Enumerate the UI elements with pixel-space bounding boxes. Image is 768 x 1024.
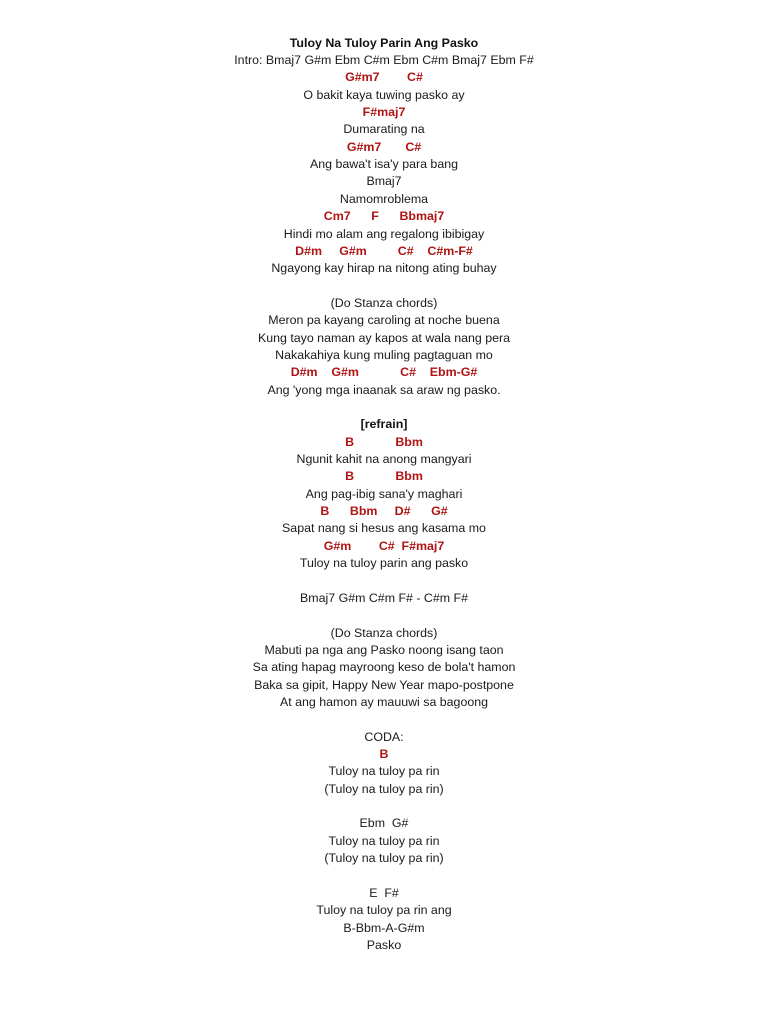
- lyric-line: (Do Stanza chords): [330, 625, 438, 640]
- lyric-line: (Do Stanza chords): [330, 295, 438, 310]
- blank-line: [0, 573, 768, 590]
- lyric-line: Tuloy na tuloy pa rin: [328, 833, 440, 848]
- lyric-line: Bmaj7 G#m C#m F# - C#m F#: [300, 590, 468, 605]
- lyric-line: Ang pag-ibig sana'y maghari: [305, 486, 463, 501]
- lyric-line: Sapat nang si hesus ang kasama mo: [282, 521, 486, 536]
- lyric-line: Bmaj7: [366, 174, 402, 189]
- blank-line: [0, 399, 768, 416]
- lyric-line: Hindi mo alam ang regalong ibibigay: [283, 226, 485, 241]
- chord-line: G#m C# F#maj7: [323, 538, 445, 553]
- chord-line: B Bbm: [345, 469, 423, 484]
- lyric-line: (Tuloy na tuloy pa rin): [324, 781, 444, 796]
- lyric-line: B-Bbm-A-G#m: [343, 920, 425, 935]
- chord-line: G#m7 C#: [345, 70, 423, 85]
- lyric-line: Ngayong kay hirap na nitong ating buhay: [271, 261, 497, 276]
- lyric-line: Ang 'yong mga inaanak sa araw ng pasko.: [267, 382, 501, 397]
- lyric-line: E F#: [369, 885, 399, 900]
- lyric-line: Tuloy na tuloy parin ang pasko: [299, 556, 469, 571]
- lyric-line: Pasko: [366, 937, 402, 952]
- chord-line: B: [379, 747, 389, 761]
- lyric-line: Meron pa kayang caroling at noche buena: [268, 313, 500, 328]
- lyric-line: O bakit kaya tuwing pasko ay: [303, 87, 465, 102]
- chord-line: D#m G#m C# Ebm-G#: [290, 365, 478, 380]
- lyric-line: Tuloy na tuloy pa rin ang: [316, 903, 452, 918]
- chord-line: Cm7 F Bbmaj7: [323, 209, 445, 224]
- blank-line: [0, 278, 768, 295]
- lyric-line: (Tuloy na tuloy pa rin): [324, 851, 444, 866]
- lyric-line: CODA:: [364, 729, 404, 744]
- lyric-line: At ang hamon ay mauuwi sa bagoong: [279, 694, 489, 709]
- lyric-line: Tuloy na tuloy pa rin: [328, 764, 440, 779]
- chord-line: B Bbm: [345, 434, 423, 449]
- blank-line: [0, 711, 768, 728]
- lyric-line: Ngunit kahit na anong mangyari: [296, 452, 472, 467]
- lyric-line: Kung tayo naman ay kapos at wala nang pera: [257, 330, 511, 345]
- lyric-line: Nakakahiya kung muling pagtaguan mo: [275, 347, 493, 362]
- lyric-line: Namomroblema: [339, 191, 429, 206]
- section-heading: [refrain]: [360, 417, 408, 432]
- blank-line: [0, 867, 768, 884]
- chord-line: G#m7 C#: [346, 139, 422, 154]
- lyric-line: Intro: Bmaj7 G#m Ebm C#m Ebm C#m Bmaj7 Ebm F#: [234, 53, 534, 67]
- lyric-line: Dumarating na: [343, 122, 425, 137]
- lyric-line: Mabuti pa nga ang Pasko noong isang taon: [264, 642, 504, 657]
- lyric-line: Sa ating hapag mayroong keso de bola't hamon: [252, 660, 516, 675]
- chord-line: F#maj7: [362, 105, 406, 120]
- chord-line: D#m G#m C# C#m-F#: [295, 243, 473, 258]
- lyric-line: Ang bawa't isa'y para bang: [309, 157, 458, 172]
- song-title: Tuloy Na Tuloy Parin Ang Pasko: [289, 36, 479, 50]
- lyric-line: Ebm G#: [359, 816, 409, 831]
- lyric-line: Baka sa gipit, Happy New Year mapo-postpone: [254, 677, 514, 692]
- blank-line: [0, 798, 768, 815]
- blank-line: [0, 607, 768, 624]
- chord-line: B Bbm D# G#: [320, 504, 448, 519]
